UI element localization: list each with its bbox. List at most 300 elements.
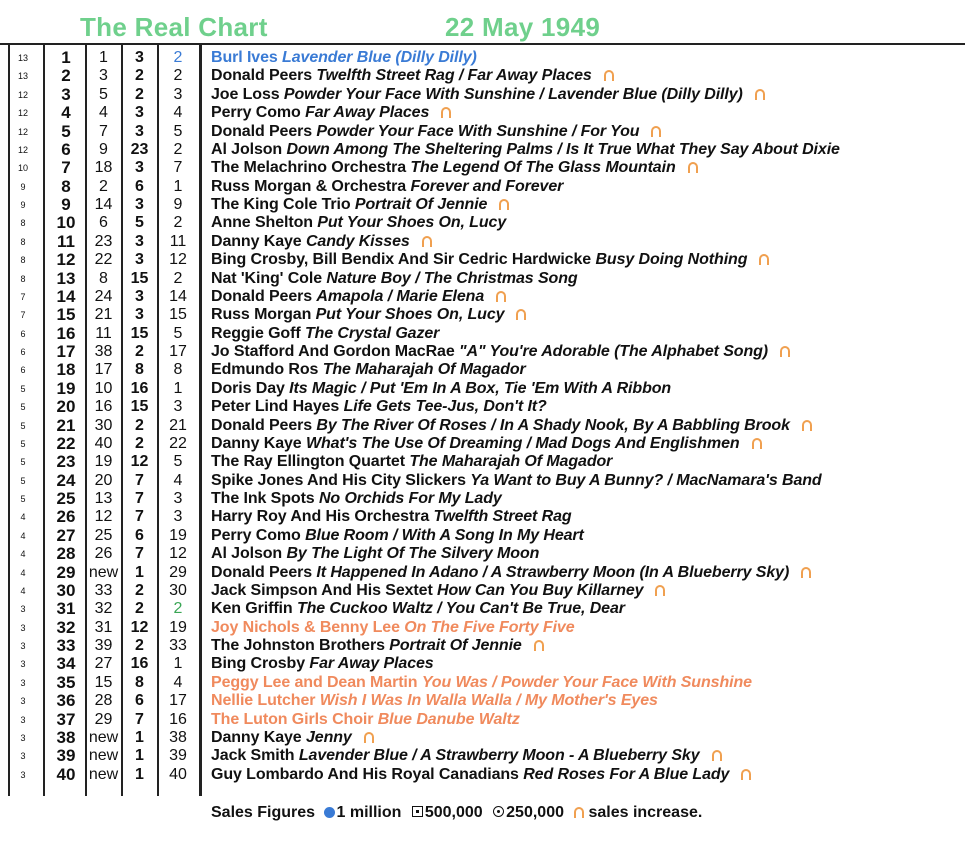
peak-position: 4 <box>173 673 183 691</box>
artist: Al Jolson <box>211 140 283 158</box>
chart-row <box>0 508 965 526</box>
weeks-on-chart: 5 <box>20 438 26 449</box>
weeks-on-chart: 8 <box>20 218 26 229</box>
song-entry <box>211 600 625 618</box>
weeks: 6 <box>135 692 144 710</box>
song-entry <box>211 674 752 692</box>
song-title: Life Gets Tee-Jus, Don't It? <box>343 398 547 416</box>
artist: Russ Morgan <box>211 306 312 324</box>
song-entry <box>211 747 722 765</box>
sales-increase-icon <box>688 162 698 173</box>
chart-row <box>0 343 965 361</box>
song-title: The Legend Of The Glass Mountain <box>410 159 676 177</box>
song-title: Portrait Of Jennie <box>389 637 522 654</box>
weeks: 2 <box>135 600 144 618</box>
last-week: 12 <box>94 508 113 526</box>
position: 15 <box>56 305 76 325</box>
weeks: 1 <box>135 747 144 765</box>
chart-row <box>0 619 965 637</box>
position: 11 <box>57 231 75 251</box>
last-week: 29 <box>94 710 113 728</box>
weeks-on-chart: 3 <box>20 604 26 615</box>
legend-label: Sales Figures <box>211 804 316 821</box>
position: 18 <box>56 360 76 380</box>
weeks-on-chart: 5 <box>20 383 26 394</box>
song-title: Busy Doing Nothing <box>595 251 748 269</box>
weeks: 7 <box>135 545 144 563</box>
last-week: 19 <box>94 453 113 471</box>
chart-row <box>0 361 965 379</box>
weeks-on-chart: 13 <box>17 53 28 63</box>
sales-increase-icon <box>422 236 432 247</box>
song-title: "A" You're Adorable (The Alphabet Song) <box>459 343 769 360</box>
artist: The Luton Girls Choir <box>211 710 374 728</box>
peak-position: 15 <box>169 306 187 324</box>
song-entry <box>211 545 539 563</box>
peak-position: 17 <box>169 343 187 360</box>
chart-row <box>0 417 965 435</box>
last-week: 20 <box>94 471 113 489</box>
weeks-on-chart: 3 <box>20 622 26 633</box>
weeks-on-chart: 4 <box>20 549 26 560</box>
chart-row <box>0 123 965 141</box>
artist: The Johnston Brothers <box>211 637 385 654</box>
song-title: Down Among The Sheltering Palms / Is It True What They Say About Dixie <box>286 140 840 158</box>
weeks-on-chart: 3 <box>20 714 26 725</box>
last-week: 38 <box>94 343 113 360</box>
artist: Reggie Goff <box>211 324 301 342</box>
legend-increase: sales increase. <box>588 804 703 821</box>
artist: Jo Stafford And Gordon MacRae <box>211 343 455 360</box>
weeks-on-chart: 5 <box>20 475 26 486</box>
last-week: 6 <box>99 214 108 232</box>
weeks: 2 <box>135 67 144 85</box>
sales-increase-icon <box>801 567 811 578</box>
song-entry <box>211 361 526 379</box>
song-title: Jenny <box>305 728 352 746</box>
last-week: 22 <box>94 251 113 269</box>
weeks-on-chart: 4 <box>20 530 26 541</box>
weeks: 23 <box>130 140 149 158</box>
artist: Danny Kaye <box>211 232 302 250</box>
peak-position: 2 <box>173 67 183 85</box>
artist: Harry Roy And His Orchestra <box>211 508 430 526</box>
weeks: 16 <box>130 379 149 397</box>
weeks-on-chart: 5 <box>20 420 26 431</box>
sales-increase-icon <box>741 769 751 780</box>
song-entry <box>211 729 374 747</box>
weeks: 7 <box>135 710 144 728</box>
weeks: 8 <box>135 673 144 691</box>
position: 23 <box>56 452 76 472</box>
chart-row <box>0 49 965 67</box>
peak-position: 7 <box>173 159 183 177</box>
weeks-on-chart: 12 <box>17 144 28 155</box>
chart-row <box>0 692 965 710</box>
song-title: Portrait Of Jennie <box>354 196 488 213</box>
position: 38 <box>56 727 76 747</box>
song-entry <box>211 123 661 141</box>
weeks: 6 <box>135 177 144 195</box>
chart-row <box>0 674 965 692</box>
artist: Joe Loss <box>211 85 280 103</box>
weeks: 12 <box>130 453 149 471</box>
weeks: 3 <box>135 49 144 66</box>
last-week: 4 <box>99 104 108 122</box>
last-week: 3 <box>99 67 108 85</box>
peak-position: 4 <box>173 471 183 489</box>
peak-position: 1 <box>173 177 183 195</box>
song-entry <box>211 343 790 361</box>
song-entry <box>211 86 765 104</box>
artist: The Melachrino Orchestra <box>211 159 406 177</box>
song-entry <box>211 251 769 269</box>
chart-row <box>0 306 965 324</box>
song-entry <box>211 453 612 471</box>
song-title: Twelfth Street Rag / Far Away Places <box>316 67 592 85</box>
artist: Nellie Lutcher <box>211 692 316 710</box>
chart-row <box>0 380 965 398</box>
chart-row <box>0 729 965 747</box>
artist: Doris Day <box>211 379 285 397</box>
peak-position: 17 <box>169 692 187 710</box>
weeks-on-chart: 10 <box>17 163 28 174</box>
song-entry <box>211 398 547 416</box>
chart-row <box>0 104 965 122</box>
weeks: 3 <box>135 287 144 305</box>
song-title: The Crystal Gazer <box>304 324 440 342</box>
chart-row <box>0 86 965 104</box>
song-entry <box>211 619 575 637</box>
chart-row <box>0 159 965 177</box>
song-entry <box>211 288 506 306</box>
song-entry <box>211 711 520 729</box>
song-entry <box>211 306 526 324</box>
song-entry <box>211 637 544 655</box>
weeks-on-chart: 7 <box>20 310 26 321</box>
weeks: 6 <box>135 526 144 544</box>
last-week: 28 <box>94 692 113 710</box>
weeks: 15 <box>130 269 149 287</box>
weeks: 2 <box>135 416 144 434</box>
weeks-on-chart: 12 <box>17 126 28 137</box>
song-entry <box>211 655 434 673</box>
song-title: Powder Your Face With Sunshine / For You <box>316 122 640 140</box>
artist: Donald Peers <box>211 67 313 85</box>
artist: Nat 'King' Cole <box>211 269 323 287</box>
position: 22 <box>56 433 76 453</box>
last-week: 5 <box>99 85 108 103</box>
chart-row <box>0 545 965 563</box>
song-title: By The Light Of The Silvery Moon <box>286 545 540 563</box>
legend-250k: 250,000 <box>506 804 564 821</box>
song-entry <box>211 380 671 398</box>
sales-increase-icon <box>499 199 509 210</box>
sales-increase-icon <box>802 420 812 431</box>
sales-increase-icon <box>574 807 584 818</box>
peak-position: 19 <box>169 618 187 636</box>
peak-position: 1 <box>173 655 183 673</box>
weeks-on-chart: 3 <box>20 732 26 743</box>
weeks-on-chart: 8 <box>20 236 26 247</box>
position: 34 <box>56 654 76 674</box>
weeks-on-chart: 3 <box>20 751 26 762</box>
artist: Burl Ives <box>211 49 278 66</box>
weeks-on-chart: 3 <box>20 696 26 707</box>
peak-position: 2 <box>173 269 183 287</box>
artist: Ken Griffin <box>211 600 293 618</box>
peak-position: 2 <box>173 600 183 618</box>
peak-position: 16 <box>169 710 187 728</box>
position: 36 <box>56 691 76 711</box>
weeks: 3 <box>135 122 144 140</box>
chart-row <box>0 233 965 251</box>
last-week: 7 <box>99 122 108 140</box>
song-title: Its Magic / Put 'Em In A Box, Tie 'Em With A Ribbon <box>289 379 672 397</box>
artist: Anne Shelton <box>211 214 313 232</box>
song-entry <box>211 325 439 343</box>
song-entry <box>211 490 502 508</box>
song-title: The Maharajah Of Magador <box>322 361 526 379</box>
artist: Danny Kaye <box>211 728 302 746</box>
weeks-on-chart: 5 <box>20 457 26 468</box>
last-week: 24 <box>94 287 113 305</box>
weeks: 2 <box>135 85 144 103</box>
song-title: Far Away Places <box>309 655 434 673</box>
position: 26 <box>56 507 76 527</box>
header-divider <box>0 43 965 45</box>
position: 6 <box>61 139 71 159</box>
song-entry <box>211 472 822 490</box>
song-title: Wish I Was In Walla Walla / My Mother's Eyes <box>319 692 658 710</box>
weeks-on-chart: 4 <box>20 585 26 596</box>
peak-position: 3 <box>173 508 183 526</box>
weeks: 3 <box>135 104 144 122</box>
last-week: 11 <box>95 324 112 342</box>
artist: Peggy Lee and Dean Martin <box>211 673 418 691</box>
weeks: 7 <box>135 471 144 489</box>
artist: Donald Peers <box>211 122 313 140</box>
weeks: 15 <box>130 324 149 342</box>
position: 31 <box>56 599 76 619</box>
weeks: 3 <box>135 232 144 250</box>
song-entry <box>211 692 658 710</box>
chart-row <box>0 637 965 655</box>
song-title: No Orchids For My Lady <box>318 490 502 507</box>
last-week: 40 <box>94 434 113 452</box>
artist: The Ray Ellington Quartet <box>211 453 405 471</box>
artist: The Ink Spots <box>211 490 315 507</box>
weeks: 5 <box>135 214 144 232</box>
artist: Edmundo Ros <box>211 361 319 379</box>
peak-position: 3 <box>173 398 183 416</box>
last-week: 10 <box>94 379 113 397</box>
position: 39 <box>56 746 76 766</box>
artist: Al Jolson <box>211 545 283 563</box>
position: 28 <box>56 544 76 564</box>
weeks: 3 <box>135 196 144 213</box>
position: 14 <box>56 286 76 306</box>
chart-row <box>0 564 965 582</box>
last-week: 18 <box>94 159 113 177</box>
position: 20 <box>56 397 76 417</box>
peak-position: 30 <box>169 581 187 599</box>
chart-rows <box>0 49 965 784</box>
song-entry <box>211 564 811 582</box>
sales-increase-icon <box>780 346 790 357</box>
weeks: 2 <box>135 434 144 452</box>
last-week: 1 <box>99 49 108 66</box>
peak-position: 40 <box>169 765 187 783</box>
peak-position: 33 <box>169 637 187 654</box>
chart-row <box>0 435 965 453</box>
sales-increase-icon <box>441 107 451 118</box>
last-week: 25 <box>94 526 113 544</box>
weeks-on-chart: 6 <box>20 328 26 339</box>
song-entry <box>211 141 840 159</box>
song-title: Powder Your Face With Sunshine / Lavender Blue (Dilly Dilly) <box>283 85 743 103</box>
sales-increase-icon <box>604 70 614 81</box>
peak-position: 19 <box>169 526 187 544</box>
song-title: What's The Use Of Dreaming / Mad Dogs And Englishmen <box>305 434 740 452</box>
artist: Spike Jones And His City Slickers <box>211 471 466 489</box>
song-title: On The Five Forty Five <box>404 618 575 636</box>
chart-title: The Real Chart <box>80 12 268 42</box>
peak-position: 38 <box>169 728 187 746</box>
last-week: 30 <box>94 416 113 434</box>
song-entry <box>211 435 762 453</box>
weeks-on-chart: 12 <box>17 108 28 119</box>
artist: Guy Lombardo And His Royal Canadians <box>211 765 519 783</box>
last-week: 27 <box>94 655 113 673</box>
sales-increase-icon <box>655 585 665 596</box>
position: 40 <box>56 764 76 784</box>
position: 25 <box>56 489 76 508</box>
sales-increase-icon <box>496 291 506 302</box>
peak-position: 22 <box>169 434 187 452</box>
position: 33 <box>56 636 76 655</box>
song-entry <box>211 527 584 545</box>
song-title: It Happened In Adano / A Strawberry Moon (In A Blueberry Sky) <box>316 563 790 581</box>
peak-position: 1 <box>173 379 183 397</box>
peak-position: 11 <box>169 232 187 250</box>
position: 10 <box>56 213 76 233</box>
weeks-on-chart: 3 <box>20 641 26 651</box>
peak-position: 9 <box>173 196 183 213</box>
peak-position: 3 <box>173 490 183 507</box>
weeks-on-chart: 7 <box>20 291 26 302</box>
artist: Donald Peers <box>211 563 313 581</box>
song-entry <box>211 104 451 122</box>
last-week: 15 <box>94 673 113 691</box>
artist: Perry Como <box>211 526 301 544</box>
position: 30 <box>56 580 76 600</box>
song-title: Blue Danube Waltz <box>377 710 520 728</box>
artist: Russ Morgan & Orchestra <box>211 177 407 195</box>
artist: Donald Peers <box>211 416 313 434</box>
weeks: 7 <box>135 490 144 507</box>
weeks: 2 <box>135 637 144 654</box>
last-week: 26 <box>94 545 113 563</box>
song-title: Put Your Shoes On, Lucy <box>315 306 505 324</box>
position: 4 <box>61 103 71 123</box>
chart-row <box>0 453 965 471</box>
position: 9 <box>61 195 71 214</box>
artist: Peter Lind Hayes <box>211 398 340 416</box>
artist: Jack Simpson And His Sextet <box>211 581 433 599</box>
song-title: Amapola / Marie Elena <box>316 287 485 305</box>
chart-date: 22 May 1949 <box>445 12 601 42</box>
chart-row <box>0 196 965 214</box>
position: 3 <box>61 84 71 104</box>
song-entry <box>211 49 477 67</box>
chart-row <box>0 655 965 673</box>
position: 5 <box>61 121 71 141</box>
last-week: 16 <box>94 398 113 416</box>
last-week: 31 <box>94 618 113 636</box>
chart-row <box>0 582 965 600</box>
song-title: Lavender Blue (Dilly Dilly) <box>282 49 477 66</box>
chart-row <box>0 325 965 343</box>
sales-increase-icon <box>712 750 722 761</box>
last-week: 33 <box>94 581 113 599</box>
legend-500k: 500,000 <box>424 804 483 821</box>
song-entry <box>211 766 751 784</box>
last-week: 17 <box>94 361 113 379</box>
sales-increase-icon <box>364 732 374 743</box>
peak-position: 3 <box>173 85 183 103</box>
last-week: 8 <box>99 269 108 287</box>
position: 32 <box>56 617 76 637</box>
sales-increase-icon <box>651 126 661 137</box>
weeks-on-chart: 9 <box>20 200 26 210</box>
peak-position: 21 <box>169 416 187 434</box>
song-title: Blue Room / With A Song In My Heart <box>305 526 584 544</box>
weeks: 2 <box>135 343 144 360</box>
song-title: Ya Want to Buy A Bunny? / MacNamara's Band <box>470 471 822 489</box>
last-week: 23 <box>94 232 113 250</box>
position: 29 <box>56 562 76 582</box>
million-icon <box>324 807 335 818</box>
peak-position: 12 <box>169 545 187 563</box>
song-title: The Maharajah Of Magador <box>409 453 613 471</box>
peak-position: 4 <box>173 104 183 122</box>
last-week: 13 <box>94 490 113 507</box>
last-week: new <box>88 728 119 746</box>
last-week: new <box>88 765 119 783</box>
weeks: 16 <box>130 655 149 673</box>
peak-position: 2 <box>173 214 183 232</box>
chart-row <box>0 288 965 306</box>
peak-position: 39 <box>169 747 187 765</box>
weeks-on-chart: 8 <box>20 255 26 266</box>
chart-row <box>0 766 965 784</box>
song-entry <box>211 214 506 232</box>
peak-position: 12 <box>169 251 187 269</box>
circle-dot-icon <box>493 806 504 817</box>
weeks-on-chart: 13 <box>17 71 28 82</box>
weeks: 1 <box>135 563 144 581</box>
weeks-on-chart: 6 <box>20 365 26 376</box>
position: 16 <box>56 323 76 343</box>
position: 12 <box>56 250 76 270</box>
position: 27 <box>56 525 76 545</box>
position: 37 <box>56 709 76 729</box>
song-title: Far Away Places <box>305 104 430 122</box>
weeks: 8 <box>135 361 144 379</box>
peak-position: 29 <box>169 563 187 581</box>
song-title: Forever and Forever <box>410 177 564 195</box>
